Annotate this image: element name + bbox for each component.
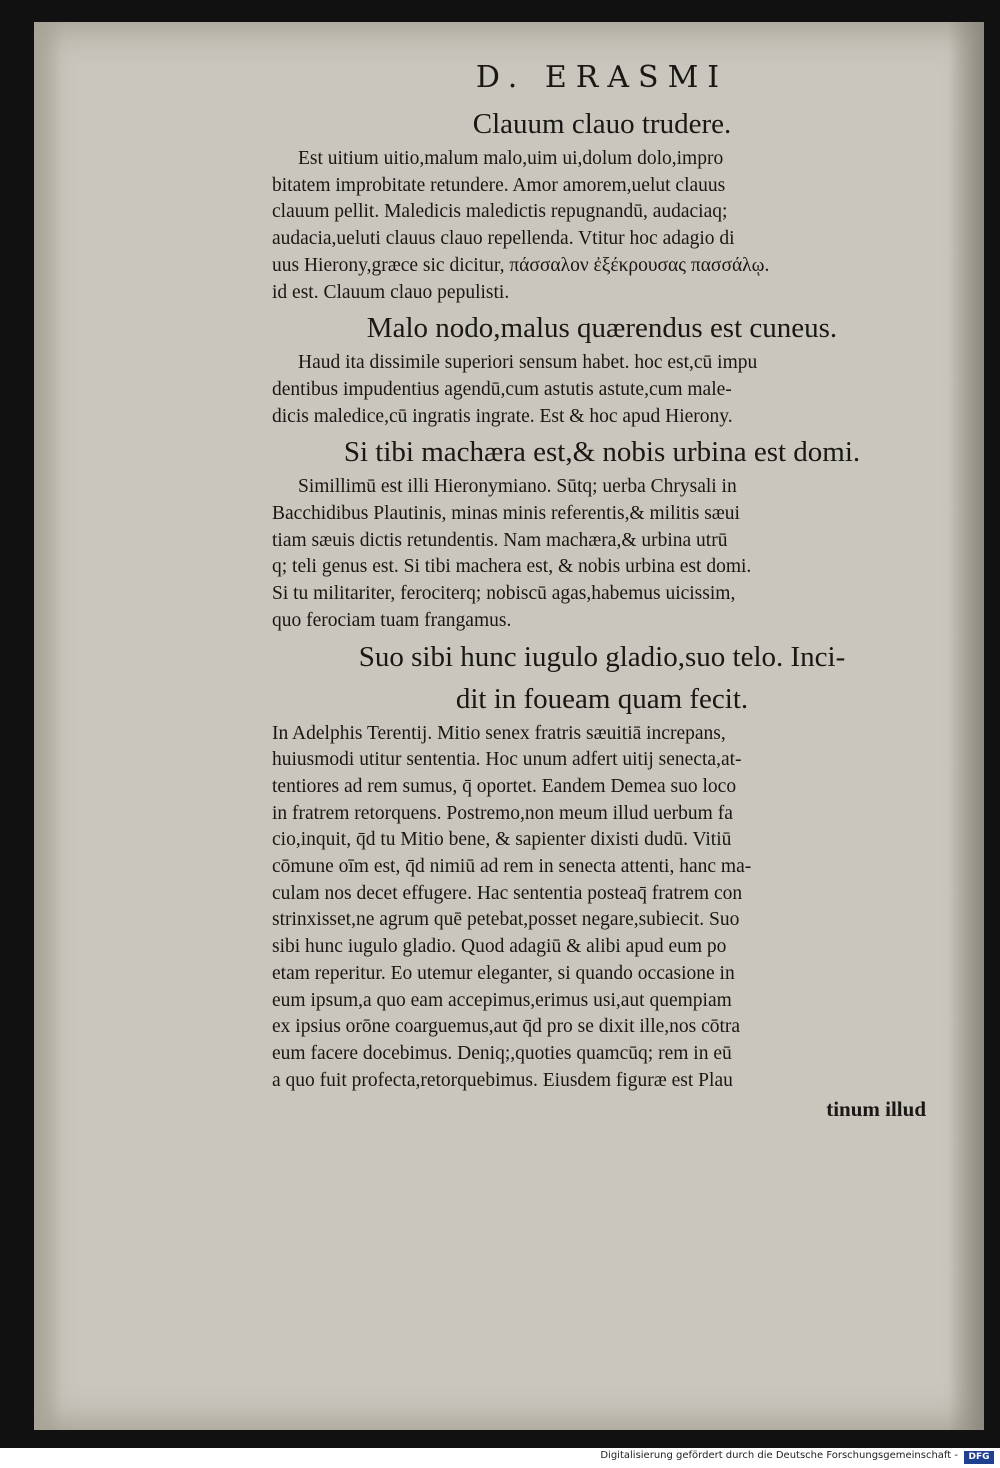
section-heading: Si tibi machæra est,& nobis urbina est domi. bbox=[343, 436, 861, 469]
text-line: Bacchidibus Plautinis, minas minis referentis,& militis sæui bbox=[272, 503, 740, 525]
text-line: dentibus impudentius agendū,cum astutis astute,cum male- bbox=[272, 378, 732, 400]
text-line: tentiores ad rem sumus, q̄ oportet. Eandem Demea suo loco bbox=[272, 775, 737, 797]
text-line: strinxisset,ne agrum quē petebat,posset negare,subiecit. Suo bbox=[272, 909, 740, 931]
text-line: eum ipsum,a quo eam accepimus,erimus usi,aut quempiam bbox=[272, 989, 732, 1011]
running-head: D. ERASMI bbox=[475, 60, 729, 95]
page-edge-shadow bbox=[948, 22, 984, 1430]
text-line: Haud ita dissimile superiori sensum habet. hoc est,cū impu bbox=[298, 352, 758, 374]
section-2 bbox=[272, 308, 932, 430]
text-line: etam reperitur. Eo utemur eleganter, si quando occasione in bbox=[272, 962, 735, 984]
text-line: dicis maledice,cū ingratis ingrate. Est & hoc apud Hierony. bbox=[272, 405, 733, 427]
section-heading: Malo nodo,malus quærendus est cuneus. bbox=[366, 312, 838, 345]
text-line: tiam sæuis dictis retundentis. Nam machæra,& urbina utrū bbox=[272, 529, 728, 551]
text-line: Si tu militariter, ferociterq; nobiscū agas,habemus uicissim, bbox=[272, 583, 736, 605]
catchword: tinum illud bbox=[826, 1097, 926, 1122]
section-heading: Clauum clauo trudere. bbox=[472, 108, 732, 140]
text-line: id est. Clauum clauo pepulisti. bbox=[272, 281, 510, 303]
text-line: culam nos decet effugere. Hac sententia posteaq̄ fratrem con bbox=[272, 882, 743, 904]
text-line: q; teli genus est. Si tibi machera est, & nobis urbina est domi. bbox=[272, 556, 752, 578]
text-line: In Adelphis Terentij. Mitio senex fratris sæuitiā increpans, bbox=[272, 722, 726, 744]
section-3 bbox=[272, 432, 932, 634]
section-1 bbox=[272, 104, 932, 306]
text-line: bitatem improbitate retundere. Amor amorem,uelut clauus bbox=[272, 174, 726, 196]
text-line: ex ipsius orōne coarguemus,aut q̄d pro se dixit ille,nos cōtra bbox=[272, 1016, 741, 1038]
section-heading: Suo sibi hunc iugulo gladio,suo telo. Inci- bbox=[358, 640, 846, 673]
text-block bbox=[272, 58, 932, 1124]
section-heading-continued: dit in foueam quam fecit. bbox=[455, 682, 749, 715]
text-line: audacia,ueluti clauus clauo repellenda. Vtitur hoc adagio di bbox=[272, 228, 735, 250]
text-line: huiusmodi utitur sententia. Hoc unum adfert uitij senecta,at- bbox=[272, 749, 742, 771]
section-4 bbox=[272, 637, 932, 1095]
text-line: sibi hunc iugulo gladio. Quod adagiū & alibi apud eum po bbox=[272, 936, 727, 958]
text-line: eum facere docebimus. Deniq;,quoties quamcūq; rem in eū bbox=[272, 1042, 732, 1064]
footer-strip bbox=[0, 1448, 1000, 1468]
text-line: in fratrem retorquens. Postremo,non meum illud uerbum fa bbox=[272, 802, 733, 824]
text-line: Simillimū est illi Hieronymiano. Sūtq; uerba Chrysali in bbox=[298, 476, 737, 498]
page-gutter-shadow bbox=[34, 22, 62, 1430]
text-line: uus Hierony,græce sic dicitur, πάσσαλον ἐξέκρουσας πασσάλῳ. bbox=[272, 254, 770, 276]
text-line: cio,inquit, q̄d tu Mitio bene, & sapienter dixisti dudū. Vitiū bbox=[272, 829, 732, 851]
text-line: cōmune oīm est, q̄d nimiū ad rem in senecta attenti, hanc ma- bbox=[272, 856, 752, 878]
text-line: a quo fuit profecta,retorquebimus. Eiusdem figuræ est Plau bbox=[272, 1069, 733, 1091]
text-line: quo ferociam tuam frangamus. bbox=[272, 609, 512, 631]
text-line: clauum pellit. Maledicis maledictis repugnandū, audaciaq; bbox=[272, 201, 728, 223]
funding-notice: Digitalisierung gefördert durch die Deutsche Forschungsgemeinschaft - bbox=[600, 1450, 958, 1461]
text-line: Est uitium uitio,malum malo,uim ui,dolum dolo,impro bbox=[298, 148, 724, 169]
dfg-logo-icon: DFG bbox=[964, 1451, 994, 1464]
